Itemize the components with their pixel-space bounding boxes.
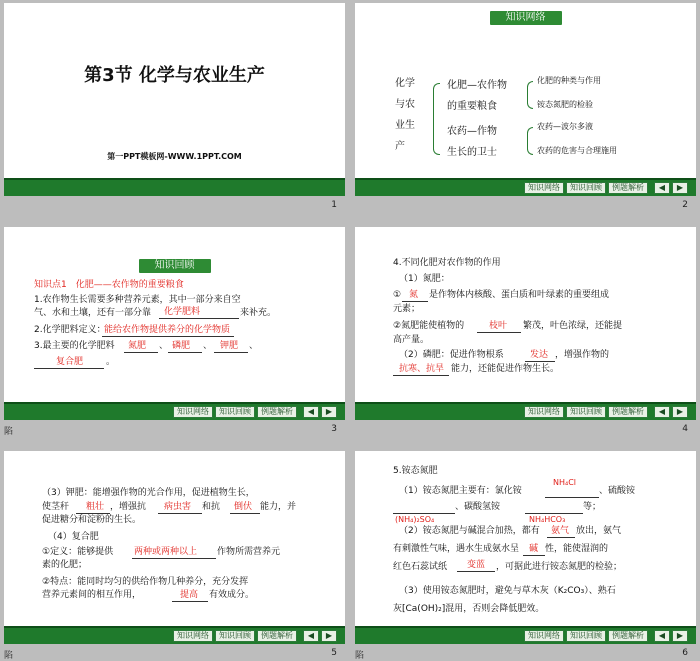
- answer-fill: 能给农作物提供养分的化学物质: [104, 325, 231, 335]
- mindmap-brace-2: [527, 127, 533, 155]
- mindmap-brace-1: [527, 81, 533, 109]
- text-line: ，增强作物的: [555, 350, 610, 360]
- blank-underline: [525, 361, 555, 362]
- slide-canvas: [4, 451, 345, 644]
- text-line: 素的化肥；: [42, 560, 88, 570]
- tab-knowledge-review[interactable]: 知识回顾: [566, 182, 606, 194]
- section-header: 知识网络: [490, 11, 562, 25]
- tab-example-analysis[interactable]: 例题解析: [257, 630, 297, 642]
- answer-fill: 磷肥: [172, 341, 191, 351]
- text-line: 1.农作物生长需要多种营养元素，其中一部分来自空: [34, 295, 241, 305]
- answer-fill: 复合肥: [56, 357, 84, 367]
- text-line: （2）磷肥：促进作物根系: [399, 350, 504, 360]
- prev-arrow-icon[interactable]: ◀: [303, 630, 319, 642]
- slide-number: 1: [331, 200, 337, 210]
- blank-underline: [102, 336, 234, 337]
- text-line: 能力，还能促进作物生长。: [451, 364, 560, 374]
- blank-underline: [172, 601, 208, 602]
- blank-underline: [168, 352, 202, 353]
- answer-fill: 粗壮: [86, 502, 105, 512]
- tab-knowledge-network[interactable]: 知识网络: [524, 182, 564, 194]
- mindmap-leaf: 化肥的种类与作用: [537, 76, 601, 85]
- answer-fill: 化学肥料: [164, 307, 201, 317]
- nav-tabs: [524, 182, 648, 194]
- blank-underline: [525, 513, 583, 514]
- text-line: ②氮肥能使植物的: [393, 321, 465, 331]
- tab-knowledge-network[interactable]: 知识网络: [173, 630, 213, 642]
- answer-fill: 提高: [180, 590, 199, 600]
- text-line: 。: [106, 357, 116, 367]
- text-line: ，增强抗: [110, 502, 147, 512]
- blank-underline: [545, 497, 599, 498]
- answer-fill: 枝叶: [489, 321, 508, 331]
- slide-thumbnail-2[interactable]: [355, 3, 696, 213]
- text-line: （3）使用铵态氮肥时，避免与草木灰（K₂CO₃）、熟石: [399, 586, 616, 596]
- tab-knowledge-review[interactable]: 知识回顾: [215, 630, 255, 642]
- footer-bar: [4, 628, 345, 644]
- footer-bar: [4, 180, 345, 196]
- tab-example-analysis[interactable]: 例题解析: [608, 182, 648, 194]
- text-line: 来补充。: [240, 308, 277, 318]
- text-line: 性，能使湿润的: [545, 544, 609, 554]
- answer-fill: 碱: [529, 544, 539, 554]
- text-line: 促进糖分和淀粉的生长。: [42, 515, 142, 525]
- blank-underline: [230, 513, 260, 514]
- text-line: 4.不同化肥对农作物的作用: [393, 258, 501, 268]
- footer-bar: [355, 628, 696, 644]
- slide-number: 6: [682, 648, 688, 658]
- answer-fill: 氮: [409, 290, 419, 300]
- mindmap-branch-2: 农药—作物 生长的卫士: [447, 126, 497, 158]
- next-arrow-icon[interactable]: ▶: [321, 406, 337, 418]
- blank-underline: [477, 332, 521, 333]
- slide-title: 第3节 化学与农业生产: [84, 65, 265, 86]
- text-line: ①定义：能够提供: [42, 547, 114, 557]
- blank-underline: [34, 368, 104, 369]
- text-line: 和抗: [202, 502, 221, 512]
- text-line: 气、水和土壤，还有一部分靠: [34, 308, 152, 318]
- tab-knowledge-network[interactable]: 知识网络: [524, 630, 564, 642]
- text-line: （1）铵态氮肥主要有：氯化铵: [399, 486, 522, 496]
- footer-bar: [355, 404, 696, 420]
- text-line: 是作物体内核酸、蛋白质和叶绿素的重要组成: [429, 290, 610, 300]
- text-line: 、: [249, 341, 259, 351]
- text-line: （3）钾肥：能增强作物的光合作用，促进植物生长，: [42, 488, 255, 498]
- mindmap-leaf: 铵态氮肥的检验: [537, 100, 593, 109]
- tab-knowledge-review[interactable]: 知识回顾: [566, 630, 606, 642]
- text-line: （2）铵态氮肥与碱混合加热，都有: [399, 526, 540, 536]
- section-header: 知识回顾: [139, 259, 211, 273]
- answer-fill: NH₄Cl: [553, 478, 577, 487]
- slide-number: 3: [331, 424, 337, 434]
- slide-canvas: [4, 227, 345, 420]
- nav-tabs: [173, 630, 297, 642]
- footer-bar: [355, 180, 696, 196]
- blank-underline: [402, 301, 428, 302]
- text-line: 2.化学肥料定义：: [34, 325, 106, 335]
- mindmap-root: 化学 与农 业生 产: [395, 78, 415, 152]
- answer-fill: 两种或两种以上: [134, 547, 198, 557]
- answer-fill: 氮肥: [128, 341, 147, 351]
- next-arrow-icon[interactable]: ▶: [321, 630, 337, 642]
- text-line: 、: [203, 341, 213, 351]
- text-line: 放出，氨气: [576, 526, 622, 536]
- tab-knowledge-network[interactable]: 知识网络: [524, 406, 564, 418]
- slide-thumbnail-5[interactable]: [4, 451, 345, 661]
- slide-canvas: [355, 3, 696, 196]
- slide-canvas: [355, 451, 696, 644]
- tab-knowledge-network[interactable]: 知识网络: [173, 406, 213, 418]
- slide-thumbnail-3[interactable]: [4, 227, 345, 437]
- mindmap-leaf: 农药的危害与合理施用: [537, 146, 617, 155]
- answer-fill: 抗寒、抗旱: [399, 364, 445, 374]
- text-line: 、: [159, 341, 169, 351]
- corner-mark: 陷: [4, 651, 14, 661]
- slide-thumbnail-4[interactable]: [355, 227, 696, 437]
- text-line: ①: [393, 290, 402, 300]
- slide-number: 2: [682, 200, 688, 210]
- mindmap-branch-1: 化肥—农作物 的重要粮食: [447, 80, 507, 112]
- blank-underline: [523, 555, 545, 556]
- answer-fill: 病虫害: [164, 502, 192, 512]
- prev-arrow-icon[interactable]: ◀: [303, 406, 319, 418]
- text-line: 使茎秆: [42, 502, 70, 512]
- answer-fill: 倒伏: [234, 502, 253, 512]
- nav-tabs: [173, 406, 297, 418]
- slide-number: 4: [682, 424, 688, 434]
- text-line: 能力，并: [260, 502, 297, 512]
- text-line: （1）氮肥：: [399, 274, 450, 284]
- mindmap-leaf: 农药—波尔多液: [537, 122, 593, 131]
- text-line: 高产量。: [393, 335, 430, 345]
- answer-fill: (NH₄)₂SO₄: [395, 515, 435, 524]
- nav-tabs: [524, 406, 648, 418]
- text-line: 3.最主要的化学肥料: [34, 341, 115, 351]
- blank-underline: [547, 537, 575, 538]
- blank-underline: [158, 513, 202, 514]
- answer-fill: 氨气: [551, 526, 570, 536]
- text-line: 红色石蕊试纸: [393, 562, 448, 572]
- blank-underline: [393, 513, 455, 514]
- text-line: （4）复合肥: [48, 532, 99, 542]
- text-line: ②特点：能同时均匀的供给作物几种养分，充分发挥: [42, 577, 249, 587]
- slide-canvas: [4, 3, 345, 196]
- prev-arrow-icon[interactable]: ◀: [654, 406, 670, 418]
- footer-bar: [4, 404, 345, 420]
- slide-subtitle: 第一PPT模板网-WWW.1PPT.COM: [107, 152, 242, 161]
- text-line: ，可据此进行铵态氮肥的检验；: [496, 562, 623, 572]
- prev-arrow-icon[interactable]: ◀: [654, 182, 670, 194]
- text-line: 营养元素间的相互作用，: [42, 590, 142, 600]
- knowledge-point-title: 知识点1 化肥——农作物的重要粮食: [34, 280, 184, 290]
- text-line: 作物所需营养元: [217, 547, 281, 557]
- prev-arrow-icon[interactable]: ◀: [654, 630, 670, 642]
- text-line: 繁茂，叶色浓绿，还能提: [523, 321, 623, 331]
- answer-fill: 变蓝: [467, 560, 486, 570]
- text-line: 灰[Ca(OH)₂]混用，否则会降低肥效。: [393, 604, 545, 614]
- blank-underline: [457, 571, 495, 572]
- tab-example-analysis[interactable]: 例题解析: [257, 406, 297, 418]
- text-line: 5.铵态氮肥: [393, 466, 438, 476]
- text-line: 元素；: [393, 304, 421, 314]
- slide-canvas: [355, 227, 696, 420]
- text-line: 有效成分。: [209, 590, 255, 600]
- next-arrow-icon[interactable]: ▶: [672, 182, 688, 194]
- slide-thumbnail-1[interactable]: [4, 3, 345, 213]
- blank-underline: [393, 375, 449, 376]
- tab-example-analysis[interactable]: 例题解析: [608, 406, 648, 418]
- text-line: 、碳酸氢铵: [455, 502, 501, 512]
- blank-underline: [124, 352, 158, 353]
- text-line: 、硫酸铵: [599, 486, 636, 496]
- corner-mark: 陷: [4, 427, 14, 437]
- tab-knowledge-review[interactable]: 知识回顾: [566, 406, 606, 418]
- answer-fill: NH₄HCO₃: [529, 515, 566, 524]
- text-line: 等；: [583, 502, 602, 512]
- slide-thumbnail-6[interactable]: [355, 451, 696, 661]
- blank-underline: [214, 352, 248, 353]
- answer-fill: 钾肥: [220, 341, 239, 351]
- text-line: 有刺激性气味，遇水生成氨水呈: [393, 544, 520, 554]
- slide-number: 5: [331, 648, 337, 658]
- answer-fill: 发达: [530, 350, 549, 360]
- tab-example-analysis[interactable]: 例题解析: [608, 630, 648, 642]
- nav-tabs: [524, 630, 648, 642]
- next-arrow-icon[interactable]: ▶: [672, 630, 688, 642]
- blank-underline: [132, 558, 216, 559]
- corner-mark: 陷: [355, 651, 365, 661]
- blank-underline: [159, 318, 239, 319]
- mindmap-brace-root: [433, 83, 440, 155]
- tab-knowledge-review[interactable]: 知识回顾: [215, 406, 255, 418]
- next-arrow-icon[interactable]: ▶: [672, 406, 688, 418]
